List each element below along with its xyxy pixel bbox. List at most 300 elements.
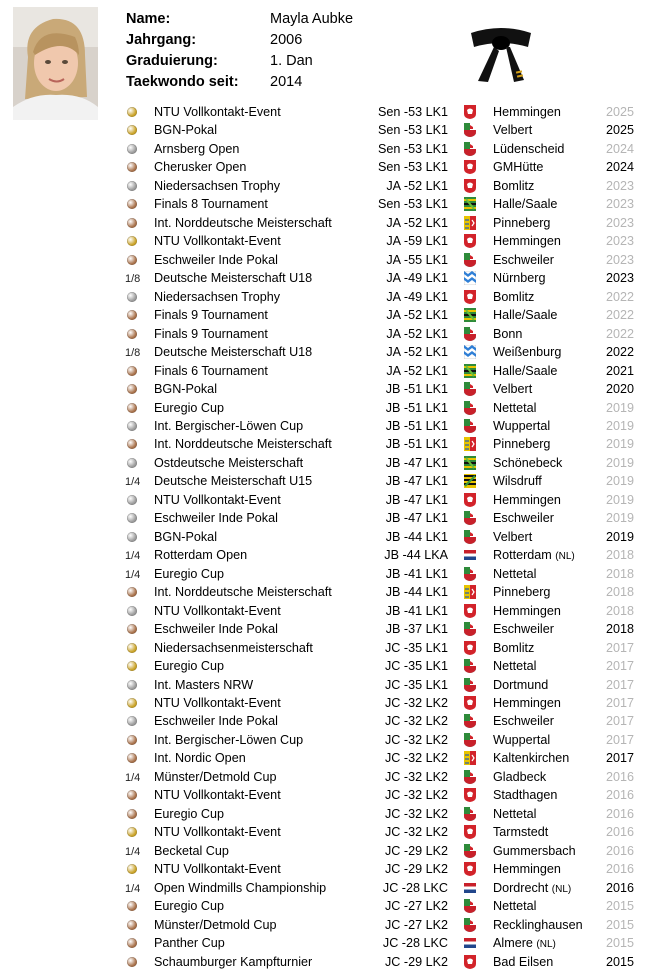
event-name: Finals 9 Tournament (154, 308, 268, 323)
weight-class: Sen -53 LK1 (377, 123, 448, 138)
event-name: Rotterdam Open (154, 548, 248, 563)
flag-nrw-icon (464, 918, 476, 932)
event-name: Finals 6 Tournament (154, 363, 268, 378)
result-row (125, 214, 645, 232)
result-row (125, 454, 645, 472)
result-year: 2017 (606, 751, 635, 766)
flag-nrw-icon (464, 770, 476, 784)
result-row (125, 399, 645, 417)
weight-class: JB -51 LK1 (385, 418, 448, 433)
venue-city: Eschweiler (493, 622, 554, 637)
result-year: 2015 (606, 917, 635, 932)
result-year: 2019 (606, 400, 635, 415)
flag-sh-icon (464, 585, 476, 599)
venue-city: GMHütte (493, 160, 544, 175)
bronze-medal-icon (125, 749, 139, 768)
result-row (125, 491, 645, 509)
venue-country: (NL) (551, 883, 572, 895)
venue-city: Recklinghausen (493, 917, 583, 932)
venue-city: Nürnberg (493, 271, 546, 286)
gold-medal-icon (125, 121, 139, 140)
venue-city: Hemmingen (493, 696, 561, 710)
result-row (125, 546, 645, 564)
weight-class: JB -37 LK1 (385, 622, 448, 637)
weight-class: JA -49 LK1 (386, 289, 448, 304)
result-year: 2022 (606, 308, 635, 323)
event-name: Int. Bergischer-Löwen Cup (154, 418, 304, 433)
event-name: Int. Norddeutsche Meisterschaft (154, 437, 332, 452)
result-row (125, 140, 645, 158)
result-row (125, 805, 645, 823)
event-name: Int. Norddeutsche Meisterschaft (154, 215, 332, 230)
result-year: 2019 (606, 492, 635, 507)
result-year: 2018 (606, 585, 635, 600)
result-row (125, 602, 645, 620)
venue-city: Pinneberg (493, 437, 551, 452)
venue-city: Nettetal (493, 400, 537, 415)
venue-city: Pinneberg (493, 585, 551, 600)
silver-medal-icon (125, 288, 139, 307)
venue-city: Nettetal (493, 806, 537, 821)
venue-city: Pinneberg (493, 215, 551, 230)
placement-fraction: 1/4 (125, 568, 141, 581)
black-belt-icon (466, 25, 536, 85)
event-name: Deutsche Meisterschaft U15 (154, 474, 313, 489)
weight-class: JB -41 LK1 (385, 566, 448, 581)
result-year: 2017 (606, 732, 635, 747)
placement-fraction: 1/8 (125, 273, 141, 286)
event-name: Finals 9 Tournament (154, 326, 268, 341)
venue-country: (NL) (555, 551, 575, 563)
event-name: Int. Nordic Open (154, 751, 246, 766)
bronze-medal-icon (125, 399, 139, 418)
event-name: Ostdeutsche Meisterschaft (154, 455, 304, 470)
result-year: 2024 (606, 141, 635, 156)
placement-fraction: 1/4 (125, 882, 141, 895)
gold-medal-icon (125, 657, 139, 676)
venue-country: (NL) (536, 939, 556, 951)
flag-nds-icon (464, 696, 476, 710)
result-row (125, 823, 645, 841)
bronze-medal-icon (125, 158, 139, 177)
event-name: Schaumburger Kampfturnier (154, 954, 313, 969)
bronze-medal-icon (125, 786, 139, 805)
result-row (125, 676, 645, 694)
flag-nds-icon (464, 955, 476, 969)
event-name: NTU Vollkontakt-Event (154, 696, 281, 710)
result-row (125, 731, 645, 749)
venue-city: Velbert (493, 382, 533, 397)
venue-city: Tarmstedt (493, 825, 549, 840)
silver-medal-icon (125, 454, 139, 473)
bronze-medal-icon (125, 362, 139, 381)
result-row (125, 269, 645, 287)
result-row (125, 103, 645, 121)
result-row (125, 786, 645, 804)
result-row (125, 934, 645, 952)
flag-nds-icon (464, 105, 476, 119)
gold-medal-icon (125, 860, 139, 879)
result-year: 2019 (606, 418, 635, 433)
venue-city: Wuppertal (493, 732, 551, 747)
event-name: Münster/Detmold Cup (154, 917, 277, 932)
venue-city: Bomlitz (493, 640, 535, 655)
venue-city: Wilsdruff (493, 474, 542, 489)
silver-medal-icon (125, 509, 139, 528)
venue-city: Velbert (493, 529, 533, 544)
result-row (125, 509, 645, 527)
event-name: Euregio Cup (154, 899, 225, 914)
flag-sh-icon (464, 216, 476, 230)
result-row (125, 860, 645, 878)
silver-medal-icon (125, 712, 139, 731)
result-row (125, 879, 645, 897)
result-year: 2022 (606, 345, 635, 360)
event-name: Int. Bergischer-Löwen Cup (154, 732, 304, 747)
weight-class: JB -47 LK1 (385, 474, 448, 489)
bronze-medal-icon (125, 435, 139, 454)
event-name: Niedersachsen Trophy (154, 289, 281, 304)
event-name: BGN-Pokal (154, 382, 217, 397)
event-name: Eschweiler Inde Pokal (154, 252, 278, 267)
flag-nl-icon (464, 548, 476, 562)
result-year: 2022 (606, 289, 635, 304)
flag-nrw-icon (464, 123, 476, 137)
result-year: 2016 (606, 769, 635, 784)
placement-fraction: 1/8 (125, 347, 141, 360)
result-year: 2016 (606, 880, 635, 895)
bronze-medal-icon (125, 934, 139, 953)
result-year: 2015 (606, 954, 635, 969)
weight-class: JA -55 LK1 (386, 252, 448, 267)
flag-nds-icon (464, 825, 476, 839)
weight-class: JA -52 LK1 (386, 178, 448, 193)
gold-medal-icon (125, 232, 139, 251)
result-year: 2015 (606, 936, 635, 951)
flag-nrw-icon (464, 899, 476, 913)
weight-class: JB -47 LK1 (385, 492, 448, 507)
silver-medal-icon (125, 491, 139, 510)
athlete-photo (13, 7, 98, 120)
result-year: 2019 (606, 529, 635, 544)
result-row (125, 657, 645, 675)
result-year: 2015 (606, 899, 635, 914)
result-year: 2019 (606, 455, 635, 470)
event-name: Cherusker Open (154, 160, 247, 175)
venue-city: Halle/Saale (493, 197, 558, 212)
event-name: Niedersachsenmeisterschaft (154, 640, 313, 655)
bronze-medal-icon (125, 251, 139, 270)
bronze-medal-icon (125, 953, 139, 972)
result-year: 2019 (606, 511, 635, 526)
weight-class: JA -49 LK1 (386, 271, 448, 286)
venue-city: Hemmingen (493, 862, 561, 877)
result-row (125, 177, 645, 195)
flag-st-icon (464, 364, 476, 378)
result-row (125, 897, 645, 915)
event-name: Deutsche Meisterschaft U18 (154, 271, 313, 286)
flag-nds-icon (464, 290, 476, 304)
weight-class: JC -32 LK2 (385, 825, 448, 840)
bronze-medal-icon (125, 583, 139, 602)
flag-nds-icon (464, 862, 476, 876)
result-row (125, 953, 645, 971)
since-value: 2014 (270, 74, 303, 90)
weight-class: JC -32 LK2 (385, 732, 448, 747)
venue-city: Nettetal (493, 659, 537, 674)
result-row (125, 435, 645, 453)
event-name: Euregio Cup (154, 806, 225, 821)
result-row (125, 528, 645, 546)
weight-class: JA -59 LK1 (386, 234, 448, 249)
venue-city: Weißenburg (493, 345, 562, 360)
gold-medal-icon (125, 103, 139, 122)
flag-nrw-icon (464, 807, 476, 821)
bronze-medal-icon (125, 916, 139, 935)
result-row (125, 565, 645, 583)
name-label: Name: (126, 11, 171, 27)
weight-class: JB -51 LK1 (385, 400, 448, 415)
result-row (125, 325, 645, 343)
venue-city: Bomlitz (493, 289, 535, 304)
bronze-medal-icon (125, 380, 139, 399)
venue-city: Nettetal (493, 566, 537, 581)
weight-class: JA -52 LK1 (386, 363, 448, 378)
grade-label: Graduierung: (126, 53, 218, 69)
flag-nrw-icon (464, 530, 476, 544)
event-name: NTU Vollkontakt-Event (154, 825, 281, 840)
flag-nrw-icon (464, 419, 476, 433)
flag-sn-icon (464, 474, 476, 488)
silver-medal-icon (125, 602, 139, 621)
venue-city: Gummersbach (493, 843, 576, 858)
weight-class: JC -35 LK1 (385, 677, 448, 692)
flag-nds-icon (464, 179, 476, 193)
result-row (125, 251, 645, 269)
venue-city: Hemmingen (493, 603, 561, 618)
result-row (125, 306, 645, 324)
weight-class: JC -29 LK2 (385, 862, 448, 877)
weight-class: JC -32 LK2 (385, 769, 448, 784)
venue-city: Wuppertal (493, 418, 551, 433)
bronze-medal-icon (125, 620, 139, 639)
result-year: 2025 (606, 105, 635, 119)
event-name: Eschweiler Inde Pokal (154, 622, 278, 637)
weight-class: JB -47 LK1 (385, 455, 448, 470)
weight-class: JC -27 LK2 (385, 917, 448, 932)
flag-nrw-icon (464, 733, 476, 747)
weight-class: JB -44 LK1 (385, 585, 448, 600)
flag-nrw-icon (464, 511, 476, 525)
weight-class: JC -32 LK2 (385, 788, 448, 803)
result-row (125, 288, 645, 306)
result-year: 2018 (606, 566, 635, 581)
result-year: 2023 (606, 252, 635, 267)
venue-city: Halle/Saale (493, 363, 558, 378)
venue-city: Gladbeck (493, 769, 547, 784)
flag-nds-icon (464, 788, 476, 802)
venue-city: Eschweiler (493, 252, 554, 267)
result-year: 2017 (606, 677, 635, 692)
flag-nrw-icon (464, 142, 476, 156)
event-name: Niedersachsen Trophy (154, 178, 281, 193)
weight-class: JC -28 LKC (382, 936, 448, 951)
gold-medal-icon (125, 639, 139, 658)
bronze-medal-icon (125, 195, 139, 214)
flag-nl-icon (464, 936, 476, 950)
venue-city: Halle/Saale (493, 308, 558, 323)
flag-nds-icon (464, 160, 476, 174)
event-name: Münster/Detmold Cup (154, 769, 277, 784)
result-row (125, 712, 645, 730)
venue-city: Eschweiler (493, 714, 554, 729)
flag-st-icon (464, 197, 476, 211)
result-row (125, 842, 645, 860)
bronze-medal-icon (125, 897, 139, 916)
result-row (125, 694, 645, 712)
result-year: 2016 (606, 843, 635, 858)
event-name: NTU Vollkontakt-Event (154, 105, 281, 119)
weight-class: JB -41 LK1 (385, 603, 448, 618)
silver-medal-icon (125, 676, 139, 695)
flag-sh-icon (464, 437, 476, 451)
bronze-medal-icon (125, 325, 139, 344)
result-year: 2018 (606, 603, 635, 618)
venue-city: Hemmingen (493, 234, 561, 249)
flag-st-icon (464, 456, 476, 470)
gold-medal-icon (125, 694, 139, 713)
result-year: 2016 (606, 788, 635, 803)
venue-city: Rotterdam (NL) (493, 548, 575, 563)
event-name: NTU Vollkontakt-Event (154, 603, 281, 618)
flag-by-icon (464, 271, 476, 285)
result-year: 2016 (606, 825, 635, 840)
event-name: Eschweiler Inde Pokal (154, 714, 278, 729)
result-year: 2017 (606, 640, 635, 655)
silver-medal-icon (125, 528, 139, 547)
venue-city: Dordrecht (NL) (493, 880, 572, 895)
event-name: NTU Vollkontakt-Event (154, 492, 281, 507)
silver-medal-icon (125, 417, 139, 436)
result-year: 2023 (606, 178, 635, 193)
result-row (125, 749, 645, 767)
bronze-medal-icon (125, 731, 139, 750)
event-name: Arnsberg Open (154, 141, 240, 156)
result-row (125, 916, 645, 934)
venue-city: Schönebeck (493, 455, 563, 470)
weight-class: JC -29 LK2 (385, 954, 448, 969)
event-name: Panther Cup (154, 936, 225, 951)
event-name: Becketal Cup (154, 843, 229, 858)
flag-nrw-icon (464, 678, 476, 692)
venue-city: Bad Eilsen (493, 954, 554, 969)
flag-by-icon (464, 345, 476, 359)
event-name: Euregio Cup (154, 400, 225, 415)
weight-class: JB -51 LK1 (385, 437, 448, 452)
event-name: Deutsche Meisterschaft U18 (154, 345, 313, 360)
athlete-name: Mayla Aubke (270, 11, 354, 27)
flag-nrw-icon (464, 844, 476, 858)
weight-class: Sen -53 LK1 (377, 105, 448, 119)
weight-class: JB -51 LK1 (385, 382, 448, 397)
weight-class: JC -32 LK2 (385, 806, 448, 821)
result-row (125, 343, 645, 361)
flag-nrw-icon (464, 401, 476, 415)
grade-value: 1. Dan (270, 53, 313, 69)
weight-class: JA -52 LK1 (386, 215, 448, 230)
event-name: Int. Masters NRW (154, 677, 254, 692)
venue-city: Stadthagen (493, 788, 558, 803)
event-name: Euregio Cup (154, 659, 225, 674)
result-row (125, 472, 645, 490)
weight-class: Sen -53 LK1 (377, 160, 448, 175)
birth-label: Jahrgang: (126, 32, 197, 48)
result-year: 2017 (606, 714, 635, 729)
silver-medal-icon (125, 140, 139, 159)
weight-class: JA -52 LK1 (386, 326, 448, 341)
event-name: Finals 8 Tournament (154, 197, 268, 212)
placement-fraction: 1/4 (125, 550, 141, 563)
weight-class: JC -27 LK2 (385, 899, 448, 914)
venue-city: Kaltenkirchen (493, 751, 570, 766)
venue-city: Velbert (493, 123, 533, 138)
result-row (125, 583, 645, 601)
result-year: 2016 (606, 862, 635, 877)
flag-nrw-icon (464, 567, 476, 581)
result-row (125, 380, 645, 398)
weight-class: JC -29 LK2 (385, 843, 448, 858)
result-year: 2020 (606, 382, 635, 397)
flag-nds-icon (464, 604, 476, 618)
result-year: 2017 (606, 696, 635, 710)
result-year: 2016 (606, 806, 635, 821)
event-name: Eschweiler Inde Pokal (154, 511, 278, 526)
result-year: 2022 (606, 326, 635, 341)
result-year: 2023 (606, 271, 635, 286)
venue-city: Bomlitz (493, 178, 535, 193)
weight-class: JB -44 LKA (384, 548, 448, 563)
result-year: 2017 (606, 659, 635, 674)
venue-city: Nettetal (493, 899, 537, 914)
flag-nrw-icon (464, 327, 476, 341)
event-name: NTU Vollkontakt-Event (154, 234, 281, 249)
event-name: BGN-Pokal (154, 123, 217, 138)
result-row (125, 195, 645, 213)
weight-class: JC -32 LK2 (385, 714, 448, 729)
result-year: 2019 (606, 474, 635, 489)
flag-nds-icon (464, 641, 476, 655)
event-name: Euregio Cup (154, 566, 225, 581)
venue-city: Lüdenscheid (493, 141, 565, 156)
weight-class: JB -44 LK1 (385, 529, 448, 544)
flag-nrw-icon (464, 659, 476, 673)
since-label: Taekwondo seit: (126, 74, 239, 90)
result-row (125, 158, 645, 176)
event-name: Open Windmills Championship (154, 880, 327, 895)
birth-year: 2006 (270, 32, 303, 48)
result-row (125, 417, 645, 435)
venue-city: Dortmund (493, 677, 549, 692)
weight-class: JB -47 LK1 (385, 511, 448, 526)
weight-class: Sen -53 LK1 (377, 197, 448, 212)
weight-class: Sen -53 LK1 (377, 141, 448, 156)
event-name: Int. Norddeutsche Meisterschaft (154, 585, 332, 600)
result-year: 2021 (606, 363, 635, 378)
venue-city: Bonn (493, 326, 523, 341)
event-name: NTU Vollkontakt-Event (154, 862, 281, 877)
event-name: NTU Vollkontakt-Event (154, 788, 281, 803)
flag-nrw-icon (464, 714, 476, 728)
